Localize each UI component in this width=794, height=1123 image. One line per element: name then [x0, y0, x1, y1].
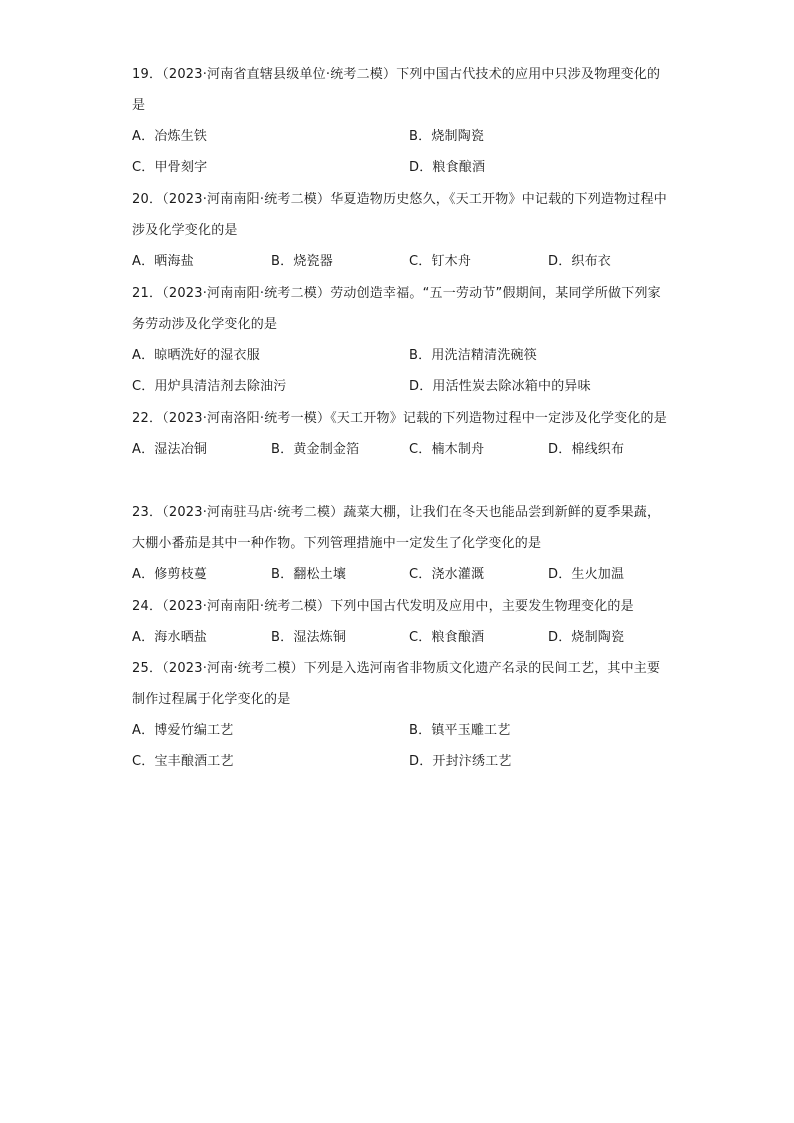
- options-block: [132, 715, 672, 777]
- question-stem: 24．（2023·河南南阳·统考二模）下列中国古代发明及应用中，主要发生物理变化的是: [132, 599, 634, 614]
- question-stem: 19．（2023·河南省直辖县级单位·统考二模）下列中国古代技术的应用中只涉及物理变化的是: [132, 67, 661, 113]
- question-stem: 25．（2023·河南·统考二模）下列是入选河南省非物质文化遗产名录的民间工艺，其中主要制作过程属于化学变化的是: [132, 661, 661, 707]
- question-19: [132, 59, 672, 183]
- option-b: B．黄金制金箔: [271, 442, 360, 457]
- question-25: [132, 653, 672, 777]
- option-a: A．晒海盐: [132, 254, 194, 269]
- options-block: [132, 121, 672, 183]
- options-block: [132, 559, 672, 590]
- option-b: B．镇平玉雕工艺: [409, 723, 511, 738]
- option-d: D．生火加温: [548, 567, 625, 582]
- question-stem: 22．（2023·河南洛阳·统考一模）《天工开物》记载的下列造物过程中一定涉及化学变化的是: [132, 411, 667, 426]
- question-stem: 20．（2023·河南南阳·统考二模）华夏造物历史悠久，《天工开物》中记载的下列造物过程中涉及化学变化的是: [132, 192, 667, 238]
- option-d: D．棉线织布: [548, 442, 625, 457]
- option-b: B．烧瓷器: [271, 254, 333, 269]
- option-d: D．粮食酿酒: [409, 160, 486, 175]
- option-b: B．湿法炼铜: [271, 630, 347, 645]
- option-a: A．海水晒盐: [132, 630, 208, 645]
- option-c: C．粮食酿酒: [409, 630, 485, 645]
- option-b: B．烧制陶瓷: [409, 129, 485, 144]
- options-block: [132, 622, 672, 653]
- option-a: A．博爱竹编工艺: [132, 723, 234, 738]
- question-stem: 21．（2023·河南南阳·统考二模）劳动创造幸福。“五一劳动节”假期间，某同学所做下列家务劳动涉及化学变化的是: [132, 286, 661, 332]
- option-c: C．楠木制舟: [409, 442, 485, 457]
- option-d: D．用活性炭去除冰箱中的异味: [409, 379, 591, 394]
- option-d: D．烧制陶瓷: [548, 630, 625, 645]
- option-a: A．修剪枝蔓: [132, 567, 208, 582]
- options-block: [132, 246, 672, 277]
- option-d: D．开封汴绣工艺: [409, 754, 512, 769]
- question-23: [132, 497, 672, 590]
- question-24: [132, 591, 672, 653]
- option-a: A．冶炼生铁: [132, 129, 208, 144]
- option-c: C．甲骨刻字: [132, 160, 208, 175]
- question-21: [132, 278, 672, 402]
- option-c: C．用炉具清洁剂去除油污: [132, 379, 287, 394]
- question-22: [132, 403, 672, 465]
- options-block: [132, 434, 672, 465]
- options-block: [132, 340, 672, 402]
- option-a: A．湿法冶铜: [132, 442, 208, 457]
- option-b: B．翻松土壤: [271, 567, 347, 582]
- option-b: B．用洗洁精清洗碗筷: [409, 348, 537, 363]
- option-c: C．宝丰酿酒工艺: [132, 754, 234, 769]
- option-c: C．钉木舟: [409, 254, 472, 269]
- option-a: A．晾晒洗好的湿衣服: [132, 348, 260, 363]
- option-c: C．浇水灌溉: [409, 567, 485, 582]
- option-d: D．织布衣: [548, 254, 612, 269]
- question-20: [132, 184, 672, 277]
- question-stem: 23．（2023·河南驻马店·统考二模）蔬菜大棚，让我们在冬天也能品尝到新鲜的夏季果蔬，大棚小番茄是其中一种作物。下列管理措施中一定发生了化学变化的是: [132, 505, 661, 551]
